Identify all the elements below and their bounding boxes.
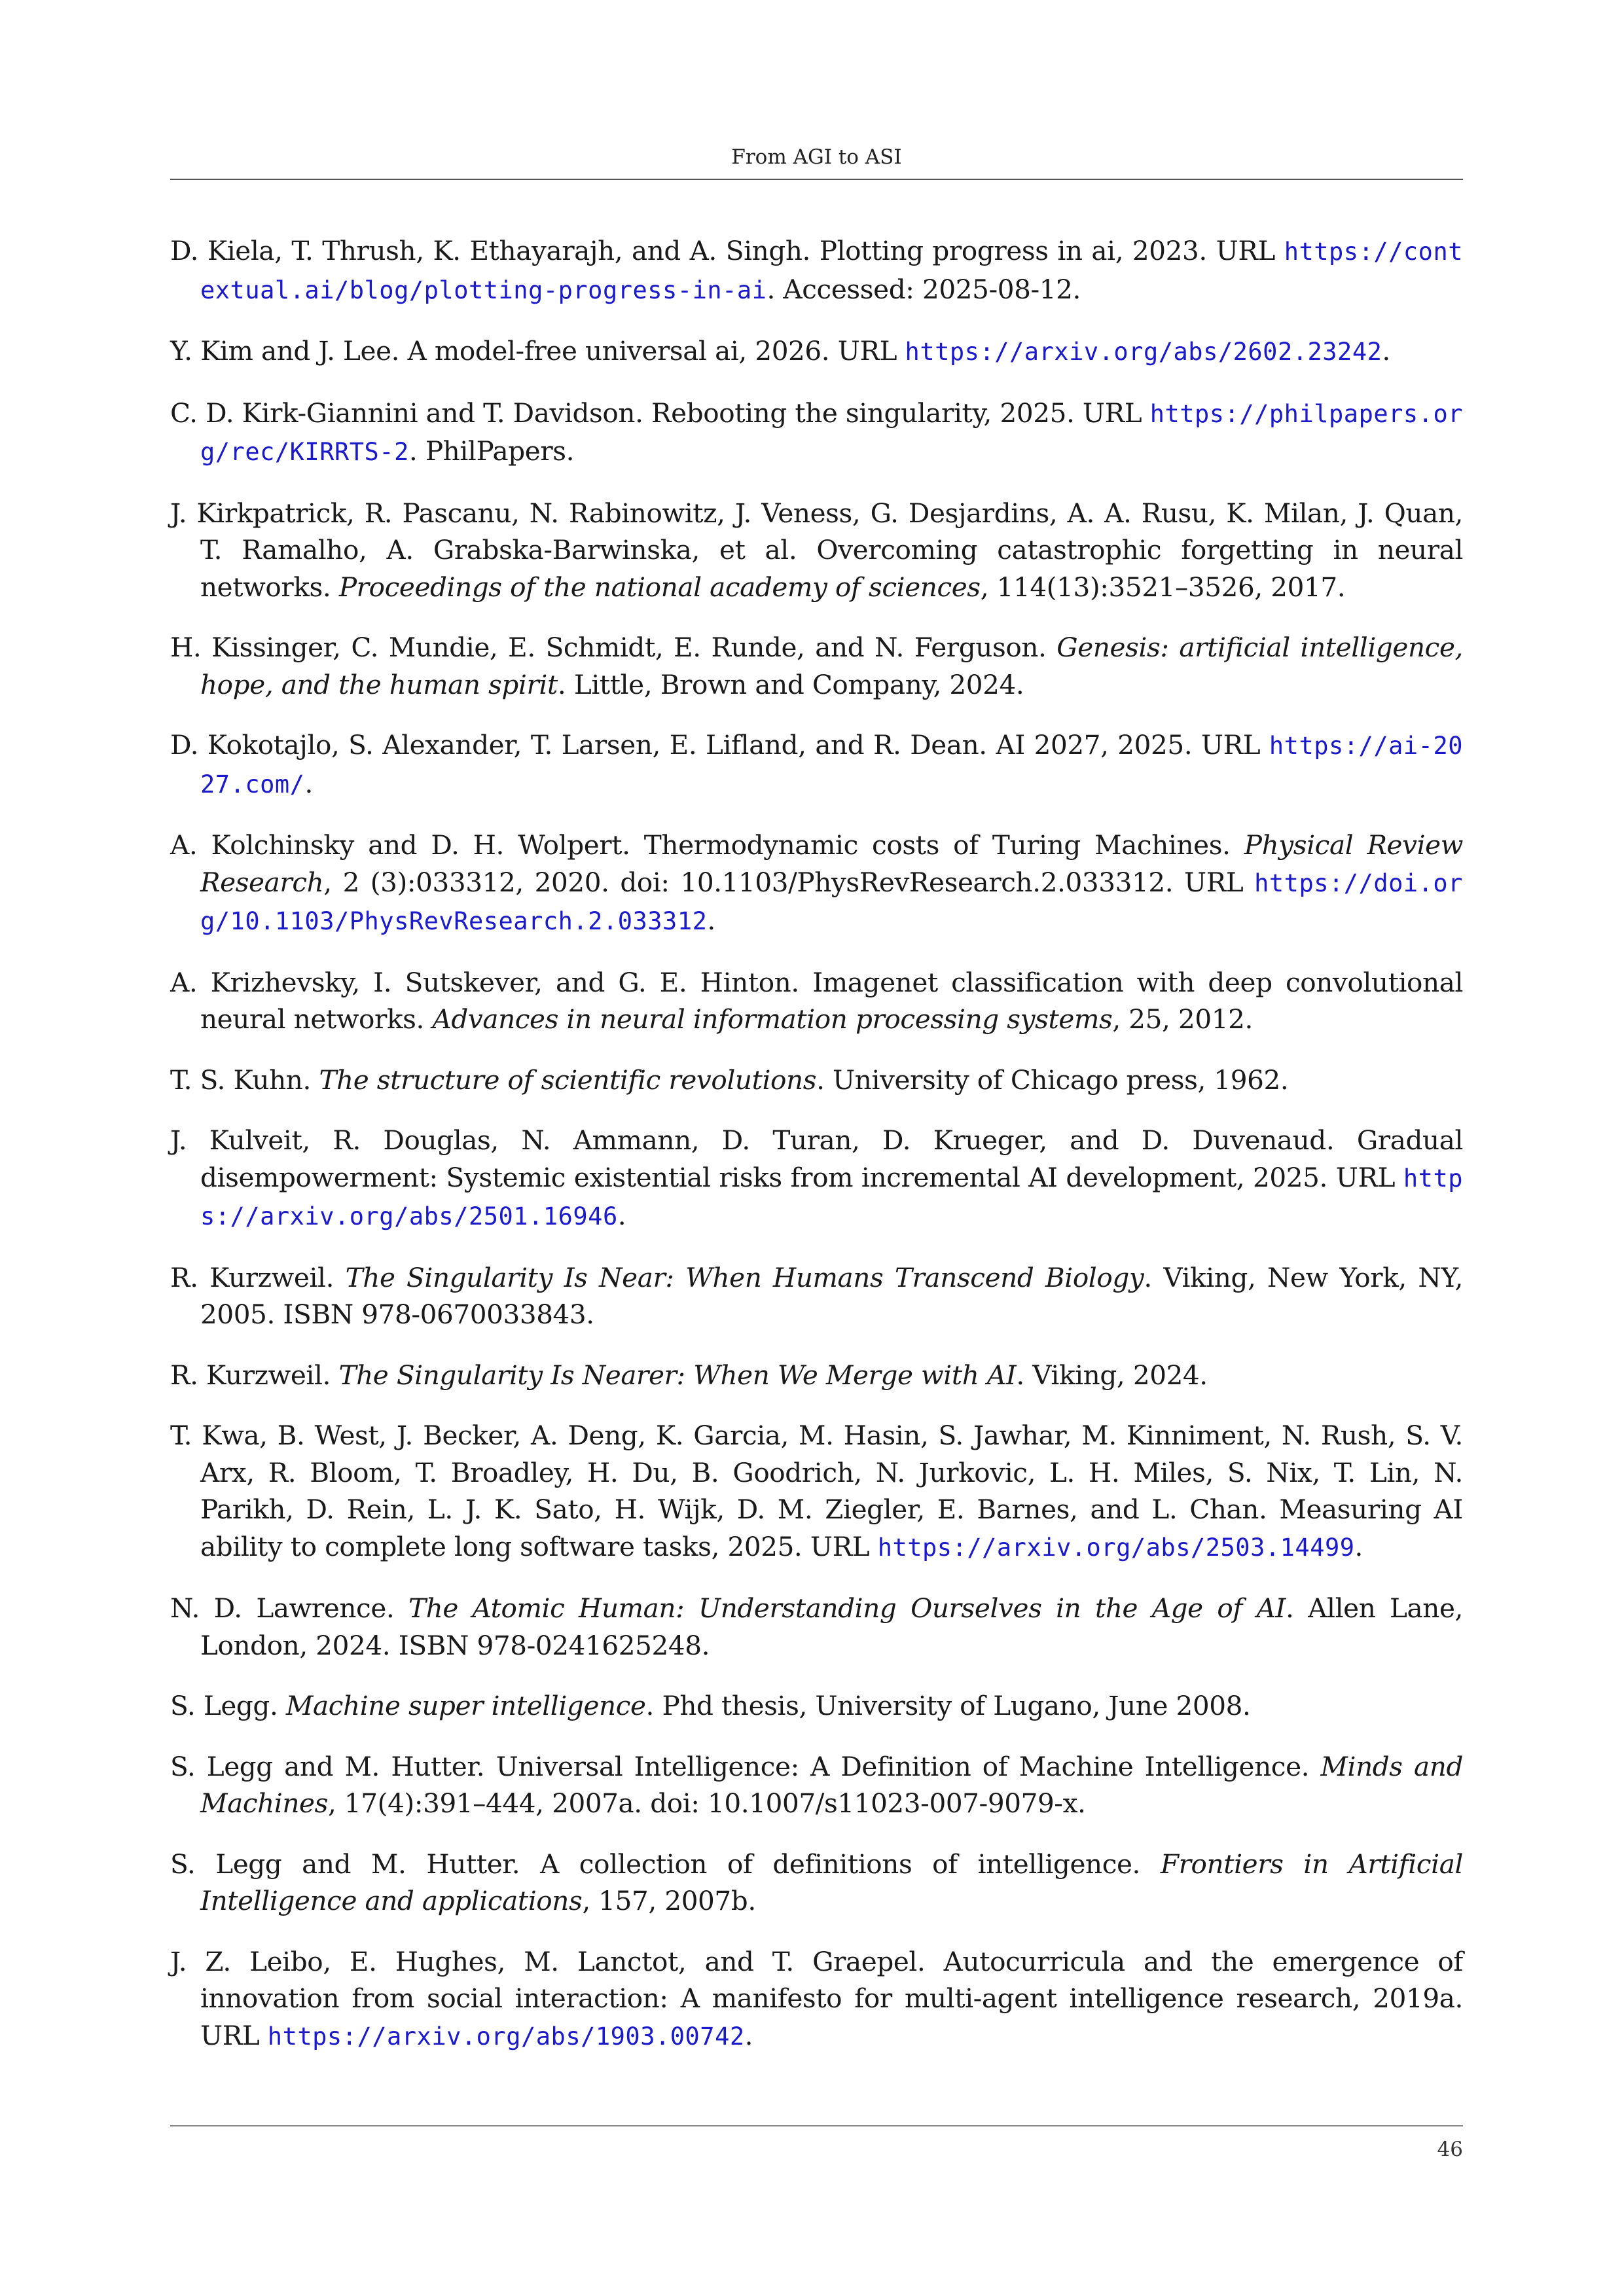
reference-text: . Allen Lane, London, 2024. ISBN 978-0241625248. xyxy=(200,1592,1463,1661)
reference-text: D. Kiela, T. Thrush, K. Ethayarajh, and A. Singh. Plotting progress in ai, 2023. URL xyxy=(170,235,1284,266)
reference-entry xyxy=(170,1259,1463,1333)
reference-text: D. Kokotajlo, S. Alexander, T. Larsen, E. Lifland, and R. Dean. AI 2027, 2025. URL xyxy=(170,729,1269,761)
reference-text: . xyxy=(617,1200,626,1231)
reference-italic-title: The Singularity Is Near: When Humans Transcend Biology xyxy=(345,1261,1144,1293)
reference-italic-title: The structure of scientific revolutions xyxy=(319,1064,817,1096)
reference-text: . Accessed: 2025-08-12. xyxy=(767,273,1081,305)
reference-text: J. Z. Leibo, E. Hughes, M. Lanctot, and T. Graepel. Autocurricula and the emergence of innovation from social interaction: A manifesto for multi-agent intelligence research, 2019a. URL xyxy=(170,1945,1463,2051)
reference-url-link[interactable]: https://arxiv.org/abs/1903.00742 xyxy=(267,2022,745,2051)
reference-url-link[interactable]: https://ai-2027.com/ xyxy=(200,732,1463,798)
reference-text: S. Legg. xyxy=(170,1690,286,1721)
reference-entry xyxy=(170,827,1463,941)
reference-text: . Viking, New York, NY, 2005. ISBN 978-0670033843. xyxy=(200,1261,1463,1330)
reference-text: T. S. Kuhn. xyxy=(170,1064,319,1096)
reference-text: . PhilPapers. xyxy=(408,435,575,467)
reference-text: . Phd thesis, University of Lugano, June 2008. xyxy=(645,1690,1251,1721)
reference-entry xyxy=(170,1748,1463,1822)
reference-text: J. Kirkpatrick, R. Pascanu, N. Rabinowitz, J. Veness, G. Desjardins, A. A. Rusu, K. Milan, J. Quan, T. Ramalho, A. Grabska-Barwinska, et al. Overcoming catastrophic forgetting in neural networks. xyxy=(170,497,1463,603)
running-header: From AGI to ASI xyxy=(731,145,902,169)
reference-text: . xyxy=(707,905,715,936)
reference-entry xyxy=(170,232,1463,309)
reference-text: A. Krizhevsky, I. Sutskever, and G. E. Hinton. Imagenet classification with deep convolutional neural networks. xyxy=(170,966,1463,1035)
reference-url-link[interactable]: https://philpapers.org/rec/KIRRTS-2 xyxy=(200,399,1463,466)
reference-text: . University of Chicago press, 1962. xyxy=(816,1064,1289,1096)
footer-divider xyxy=(170,2125,1463,2126)
reference-text: S. Legg and M. Hutter. Universal Intelligence: A Definition of Machine Intelligence. xyxy=(170,1750,1321,1782)
reference-entry xyxy=(170,1417,1463,1566)
reference-italic-title: Genesis: artificial intelligence, hope, and the human spirit xyxy=(200,632,1463,700)
reference-text: H. Kissinger, C. Mundie, E. Schmidt, E. Runde, and N. Ferguson. xyxy=(170,632,1057,663)
reference-entry xyxy=(170,1687,1463,1725)
reference-entry xyxy=(170,629,1463,703)
reference-italic-title: The Singularity Is Nearer: When We Merge with AI xyxy=(338,1359,1017,1391)
reference-italic-title: Advances in neural information processing systems xyxy=(432,1003,1113,1035)
reference-text: , 157, 2007b. xyxy=(582,1885,756,1916)
reference-text: C. D. Kirk-Giannini and T. Davidson. Rebooting the singularity, 2025. URL xyxy=(170,397,1150,429)
page-number: 46 xyxy=(1437,2138,1463,2161)
reference-text: . xyxy=(1354,1530,1363,1562)
reference-text: . xyxy=(304,767,313,799)
reference-entry xyxy=(170,726,1463,803)
reference-text: T. Kwa, B. West, J. Becker, A. Deng, K. Garcia, M. Hasin, S. Jawhar, M. Kinniment, N. Rush, S. V. Arx, R. Bloom, T. Broadley, H. Du, B. Goodrich, N. Jurkovic, L. H. Miles, S. Nix, T. Lin, N. Parikh, D. Rein, L. J. K. Sato, H. Wijk, D. M. Ziegler, E. Barnes, and L. Chan. Measuring AI ability to complete long software tasks, 2025. URL xyxy=(170,1420,1463,1562)
reference-url-link[interactable]: https://arxiv.org/abs/2503.14499 xyxy=(877,1533,1355,1562)
reference-text: R. Kurzweil. xyxy=(170,1359,339,1391)
reference-italic-title: Frontiers in Artificial Intelligence and applications xyxy=(200,1848,1463,1916)
reference-italic-title: Machine super intelligence xyxy=(285,1690,646,1721)
reference-url-link[interactable]: https://doi.org/10.1103/PhysRevResearch.2.033312 xyxy=(200,869,1463,935)
reference-url-link[interactable]: https://contextual.ai/blog/plotting-progress-in-ai xyxy=(200,238,1463,304)
reference-entry xyxy=(170,1846,1463,1920)
header-divider xyxy=(170,179,1463,180)
reference-text: . Little, Brown and Company, 2024. xyxy=(557,668,1024,700)
reference-text: , 114(13):3521–3526, 2017. xyxy=(980,571,1346,603)
reference-url-link[interactable]: https://arxiv.org/abs/2602.23242 xyxy=(905,338,1382,366)
reference-entry xyxy=(170,332,1463,371)
reference-italic-title: Physical Review Research xyxy=(200,829,1463,898)
reference-entry xyxy=(170,1062,1463,1099)
reference-text: J. Kulveit, R. Douglas, N. Ammann, D. Turan, D. Krueger, and D. Duvenaud. Gradual disempowerment: Systemic existential risks from incremental AI development, 2025. URL xyxy=(170,1124,1463,1193)
reference-text: Y. Kim and J. Lee. A model-free universal ai, 2026. URL xyxy=(170,335,905,367)
reference-entry xyxy=(170,395,1463,471)
reference-italic-title: Proceedings of the national academy of sciences xyxy=(338,571,981,603)
reference-text: , 2 (3):033312, 2020. doi: 10.1103/PhysRevResearch.2.033312. URL xyxy=(323,866,1255,898)
reference-entry xyxy=(170,1590,1463,1664)
reference-list xyxy=(170,232,1463,2079)
reference-entry xyxy=(170,1357,1463,1394)
reference-url-link[interactable]: https://arxiv.org/abs/2501.16946 xyxy=(200,1164,1463,1230)
reference-text: N. D. Lawrence. xyxy=(170,1592,409,1624)
reference-entry xyxy=(170,495,1463,606)
reference-text: A. Kolchinsky and D. H. Wolpert. Thermodynamic costs of Turing Machines. xyxy=(170,829,1244,861)
reference-italic-title: The Atomic Human: Understanding Ourselves in the Age of AI xyxy=(408,1592,1286,1624)
reference-entry xyxy=(170,1122,1463,1236)
reference-text: , 25, 2012. xyxy=(1112,1003,1253,1035)
reference-text: S. Legg and M. Hutter. A collection of definitions of intelligence. xyxy=(170,1848,1161,1880)
reference-text: , 17(4):391–444, 2007a. doi: 10.1007/s11023-007-9079-x. xyxy=(327,1787,1086,1819)
reference-entry xyxy=(170,1943,1463,2056)
reference-entry xyxy=(170,964,1463,1038)
reference-text: R. Kurzweil. xyxy=(170,1261,346,1293)
reference-text: . Viking, 2024. xyxy=(1016,1359,1208,1391)
reference-text: . xyxy=(744,2019,753,2051)
reference-text: . xyxy=(1382,335,1390,367)
reference-italic-title: Minds and Machines xyxy=(200,1750,1463,1819)
